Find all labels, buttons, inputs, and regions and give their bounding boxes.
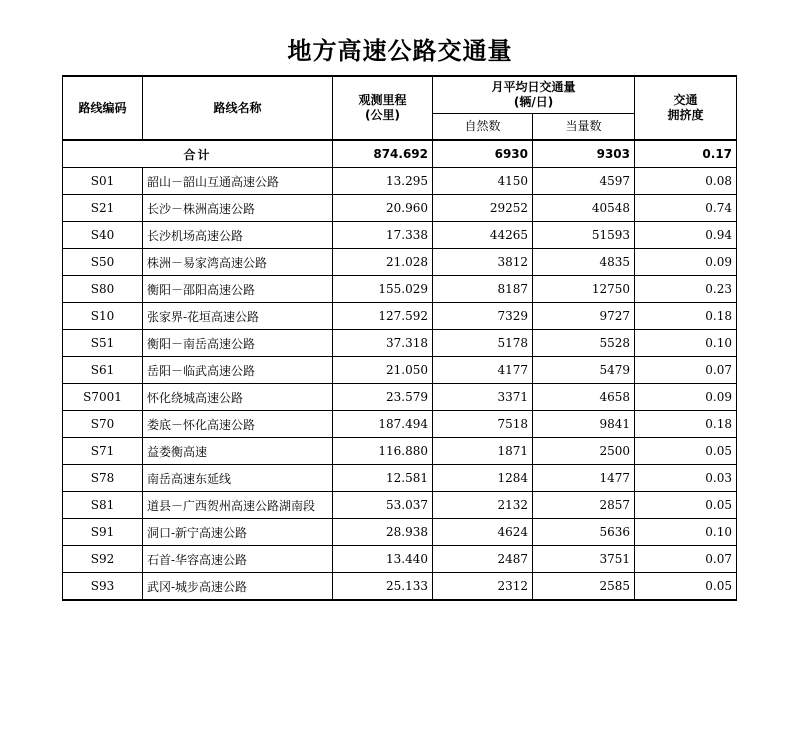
header-mileage	[333, 76, 433, 140]
header-aadt	[433, 76, 635, 114]
header-congestion-line1: 交通	[673, 93, 698, 107]
cell-name: 洞口-新宁高速公路	[143, 519, 333, 546]
cell-code: S91	[63, 519, 143, 546]
cell-equivalent: 2585	[533, 573, 635, 601]
cell-code: S93	[63, 573, 143, 601]
table-row	[63, 249, 737, 276]
cell-code: S70	[63, 411, 143, 438]
cell-equivalent: 2857	[533, 492, 635, 519]
cell-equivalent: 12750	[533, 276, 635, 303]
cell-congestion: 0.94	[635, 222, 737, 249]
cell-name: 韶山－韶山互通高速公路	[143, 168, 333, 195]
header-code: 路线编码	[63, 76, 143, 140]
cell-mileage: 23.579	[333, 384, 433, 411]
table-row	[63, 384, 737, 411]
cell-mileage: 127.592	[333, 303, 433, 330]
cell-equivalent: 5528	[533, 330, 635, 357]
cell-mileage: 21.050	[333, 357, 433, 384]
total-label: 合计	[63, 140, 333, 168]
cell-equivalent: 51593	[533, 222, 635, 249]
cell-natural: 2487	[433, 546, 533, 573]
cell-mileage: 21.028	[333, 249, 433, 276]
header-aadt-line2: (辆/日)	[513, 95, 554, 109]
header-aadt-line1: 月平均日交通量	[491, 80, 576, 94]
cell-name: 衡阳－南岳高速公路	[143, 330, 333, 357]
cell-congestion: 0.08	[635, 168, 737, 195]
header-mileage-line2: (公里)	[365, 108, 400, 122]
cell-mileage: 28.938	[333, 519, 433, 546]
cell-congestion: 0.09	[635, 384, 737, 411]
cell-code: S01	[63, 168, 143, 195]
cell-mileage: 53.037	[333, 492, 433, 519]
table-row	[63, 357, 737, 384]
cell-congestion: 0.03	[635, 465, 737, 492]
cell-name: 南岳高速东延线	[143, 465, 333, 492]
cell-code: S50	[63, 249, 143, 276]
cell-mileage: 155.029	[333, 276, 433, 303]
table-row	[63, 195, 737, 222]
cell-code: S7001	[63, 384, 143, 411]
cell-name: 怀化绕城高速公路	[143, 384, 333, 411]
header-congestion	[635, 76, 737, 140]
cell-mileage: 37.318	[333, 330, 433, 357]
cell-name: 石首-华容高速公路	[143, 546, 333, 573]
cell-code: S10	[63, 303, 143, 330]
cell-equivalent: 9841	[533, 411, 635, 438]
cell-equivalent: 5636	[533, 519, 635, 546]
cell-name: 长沙机场高速公路	[143, 222, 333, 249]
cell-congestion: 0.07	[635, 357, 737, 384]
cell-natural: 5178	[433, 330, 533, 357]
cell-congestion: 0.23	[635, 276, 737, 303]
table-row	[63, 519, 737, 546]
cell-congestion: 0.18	[635, 411, 737, 438]
total-congestion: 0.17	[635, 140, 737, 168]
cell-code: S71	[63, 438, 143, 465]
cell-natural: 7329	[433, 303, 533, 330]
cell-mileage: 17.338	[333, 222, 433, 249]
cell-natural: 8187	[433, 276, 533, 303]
cell-equivalent: 9727	[533, 303, 635, 330]
cell-mileage: 13.295	[333, 168, 433, 195]
header-natural: 自然数	[433, 114, 533, 141]
cell-congestion: 0.05	[635, 438, 737, 465]
cell-name: 益娄衡高速	[143, 438, 333, 465]
cell-natural: 1284	[433, 465, 533, 492]
cell-natural: 1871	[433, 438, 533, 465]
cell-equivalent: 4658	[533, 384, 635, 411]
table-row	[63, 573, 737, 601]
cell-mileage: 25.133	[333, 573, 433, 601]
table-row	[63, 438, 737, 465]
cell-mileage: 116.880	[333, 438, 433, 465]
cell-congestion: 0.05	[635, 492, 737, 519]
table-body	[63, 140, 737, 600]
cell-equivalent: 4835	[533, 249, 635, 276]
total-natural: 6930	[433, 140, 533, 168]
table-row	[63, 492, 737, 519]
cell-code: S81	[63, 492, 143, 519]
cell-code: S80	[63, 276, 143, 303]
cell-natural: 7518	[433, 411, 533, 438]
cell-mileage: 13.440	[333, 546, 433, 573]
cell-mileage: 20.960	[333, 195, 433, 222]
cell-equivalent: 3751	[533, 546, 635, 573]
cell-code: S61	[63, 357, 143, 384]
cell-name: 长沙－株洲高速公路	[143, 195, 333, 222]
cell-natural: 2132	[433, 492, 533, 519]
header-mileage-line1: 观测里程	[358, 93, 407, 107]
table-row	[63, 411, 737, 438]
cell-code: S78	[63, 465, 143, 492]
total-equivalent: 9303	[533, 140, 635, 168]
cell-mileage: 12.581	[333, 465, 433, 492]
cell-equivalent: 4597	[533, 168, 635, 195]
cell-code: S21	[63, 195, 143, 222]
cell-congestion: 0.74	[635, 195, 737, 222]
cell-code: S40	[63, 222, 143, 249]
traffic-table	[62, 75, 737, 601]
table-row	[63, 276, 737, 303]
cell-congestion: 0.18	[635, 303, 737, 330]
cell-congestion: 0.05	[635, 573, 737, 601]
table-row	[63, 168, 737, 195]
cell-congestion: 0.10	[635, 519, 737, 546]
table-row	[63, 465, 737, 492]
header-name: 路线名称	[143, 76, 333, 140]
table-header	[63, 76, 737, 140]
cell-equivalent: 1477	[533, 465, 635, 492]
table-row	[63, 222, 737, 249]
cell-natural: 2312	[433, 573, 533, 601]
cell-natural: 44265	[433, 222, 533, 249]
cell-congestion: 0.10	[635, 330, 737, 357]
cell-natural: 3812	[433, 249, 533, 276]
cell-natural: 4624	[433, 519, 533, 546]
table-row	[63, 546, 737, 573]
total-row	[63, 140, 737, 168]
cell-natural: 29252	[433, 195, 533, 222]
cell-name: 道县－广西贺州高速公路湖南段	[143, 492, 333, 519]
table-row	[63, 303, 737, 330]
cell-natural: 3371	[433, 384, 533, 411]
cell-equivalent: 2500	[533, 438, 635, 465]
cell-natural: 4150	[433, 168, 533, 195]
cell-name: 张家界-花垣高速公路	[143, 303, 333, 330]
total-mileage: 874.692	[333, 140, 433, 168]
cell-congestion: 0.09	[635, 249, 737, 276]
header-equivalent: 当量数	[533, 114, 635, 141]
table-row	[63, 330, 737, 357]
cell-code: S51	[63, 330, 143, 357]
cell-name: 株洲－易家湾高速公路	[143, 249, 333, 276]
cell-name: 武冈-城步高速公路	[143, 573, 333, 601]
cell-name: 衡阳－邵阳高速公路	[143, 276, 333, 303]
cell-name: 岳阳－临武高速公路	[143, 357, 333, 384]
cell-natural: 4177	[433, 357, 533, 384]
header-congestion-line2: 拥挤度	[667, 108, 704, 122]
cell-congestion: 0.07	[635, 546, 737, 573]
page-title: 地方高速公路交通量	[287, 37, 513, 65]
cell-mileage: 187.494	[333, 411, 433, 438]
cell-equivalent: 40548	[533, 195, 635, 222]
cell-name: 娄底－怀化高速公路	[143, 411, 333, 438]
cell-equivalent: 5479	[533, 357, 635, 384]
cell-code: S92	[63, 546, 143, 573]
